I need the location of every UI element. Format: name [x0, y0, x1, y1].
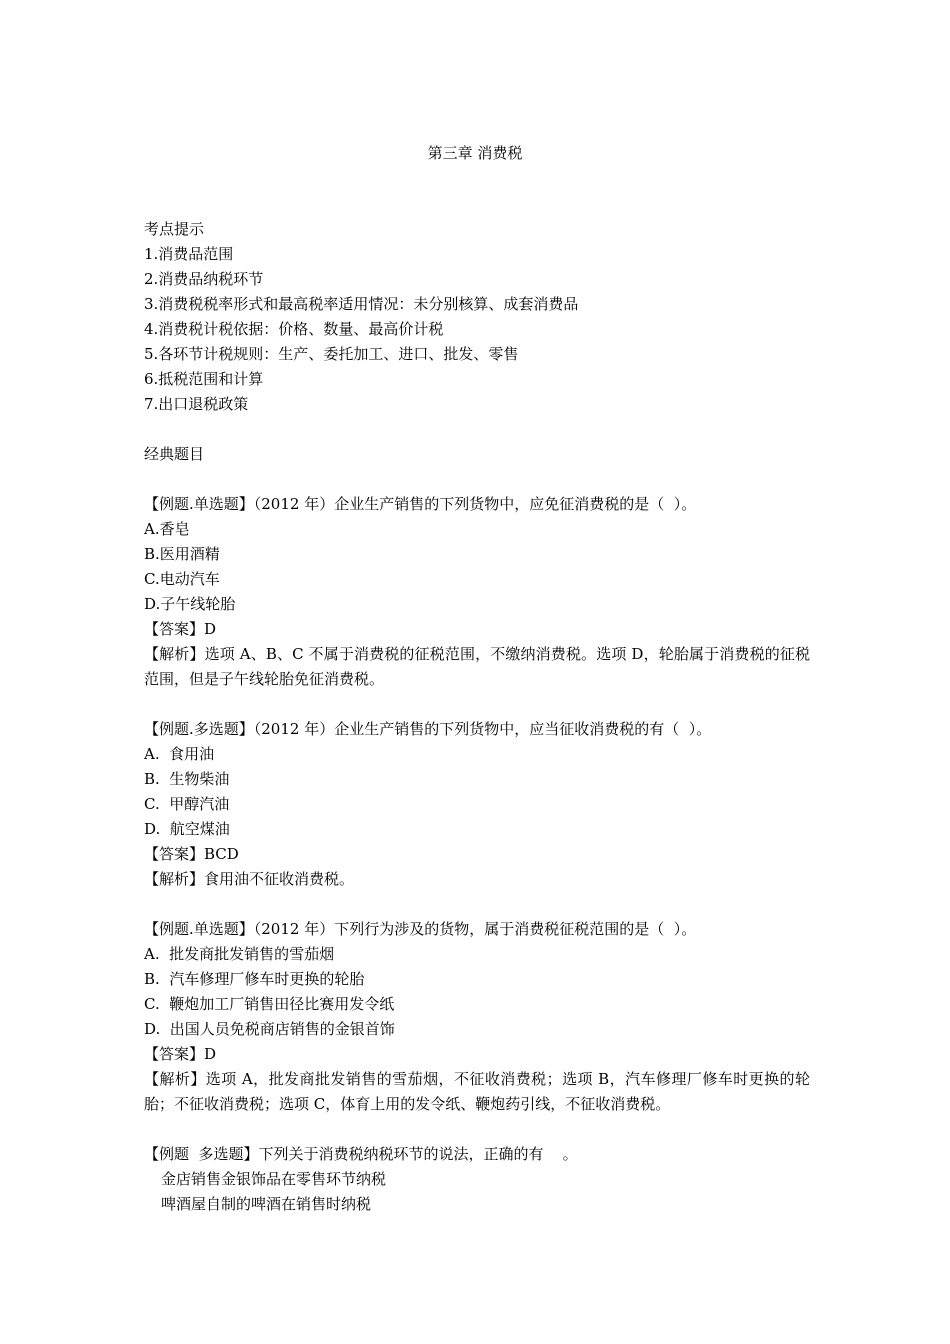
question-stem: 【例题.单选题】（2012 年）企业生产销售的下列货物中，应免征消费税的是（ ）。	[144, 495, 697, 513]
question-answer: 【答案】D	[144, 1045, 217, 1063]
key-point-item: 2.消费品纳税环节	[144, 270, 264, 288]
spacer	[144, 467, 810, 492]
spacer	[144, 1117, 810, 1142]
spacer	[144, 692, 810, 717]
question-option: A. 批发商批发销售的雪茄烟	[144, 945, 335, 963]
question-analysis: 【解析】选项 A、B、C 不属于消费税的征税范围，不缴纳消费税。选项 D，轮胎属于消费税的征税范围，但是子午线轮胎免征消费税。	[144, 645, 810, 688]
key-point-item: 6.抵税范围和计算	[144, 370, 264, 388]
classic-heading: 经典题目	[144, 445, 205, 463]
question-option: D. 出国人员免税商店销售的金银首饰	[144, 1020, 395, 1038]
question-option: B. 生物柴油	[144, 770, 230, 788]
question-option: D. 航空煤油	[144, 820, 230, 838]
question-stem: 【例题.多选题】（2012 年）企业生产销售的下列货物中，应当征收消费税的有（ ）。	[144, 720, 712, 738]
question-option: A. 食用油	[144, 745, 215, 763]
question-stem: 【例题.单选题】（2012 年）下列行为涉及的货物，属于消费税征税范围的是（ ）。	[144, 920, 697, 938]
question-analysis: 【解析】食用油不征收消费税。	[144, 870, 355, 888]
spacer	[144, 892, 810, 917]
key-point-item: 5.各环节计税规则：生产、委托加工、进口、批发、零售	[144, 345, 519, 363]
key-point-item: 3.消费税税率形式和最高税率适用情况：未分别核算、成套消费品	[144, 295, 579, 313]
key-point-item: 1.消费品范围	[144, 245, 234, 263]
question-option: C.电动汽车	[144, 570, 220, 588]
key-point-item: 7.出口退税政策	[144, 395, 249, 413]
key-points-heading: 考点提示	[144, 220, 205, 238]
key-point-item: 4.消费税计税依据：价格、数量、最高价计税	[144, 320, 444, 338]
question-answer: 【答案】D	[144, 620, 217, 638]
question-option: C. 鞭炮加工厂销售田径比赛用发令纸	[144, 995, 395, 1013]
question-stem: 【例题 多选题】下列关于消费税纳税环节的说法，正确的有 。	[144, 1145, 578, 1163]
question-option: C. 甲醇汽油	[144, 795, 230, 813]
question-option: D.子午线轮胎	[144, 595, 236, 613]
question-option: 啤酒屋自制的啤酒在销售时纳税	[161, 1195, 372, 1213]
question-option: 金店销售金银饰品在零售环节纳税	[161, 1170, 387, 1188]
spacer	[144, 417, 810, 442]
question-analysis: 【解析】选项 A，批发商批发销售的雪茄烟，不征收消费税；选项 B，汽车修理厂修车时更换的轮胎；不征收消费税；选项 C，体育上用的发令纸、鞭炮药引线，不征收消费税。	[144, 1070, 810, 1113]
question-option: B. 汽车修理厂修车时更换的轮胎	[144, 970, 365, 988]
page-title: 第三章 消费税	[427, 144, 523, 162]
question-option: A.香皂	[144, 520, 190, 538]
question-answer: 【答案】BCD	[144, 845, 239, 863]
document-body	[144, 217, 810, 1217]
question-option: B.医用酒精	[144, 545, 220, 563]
